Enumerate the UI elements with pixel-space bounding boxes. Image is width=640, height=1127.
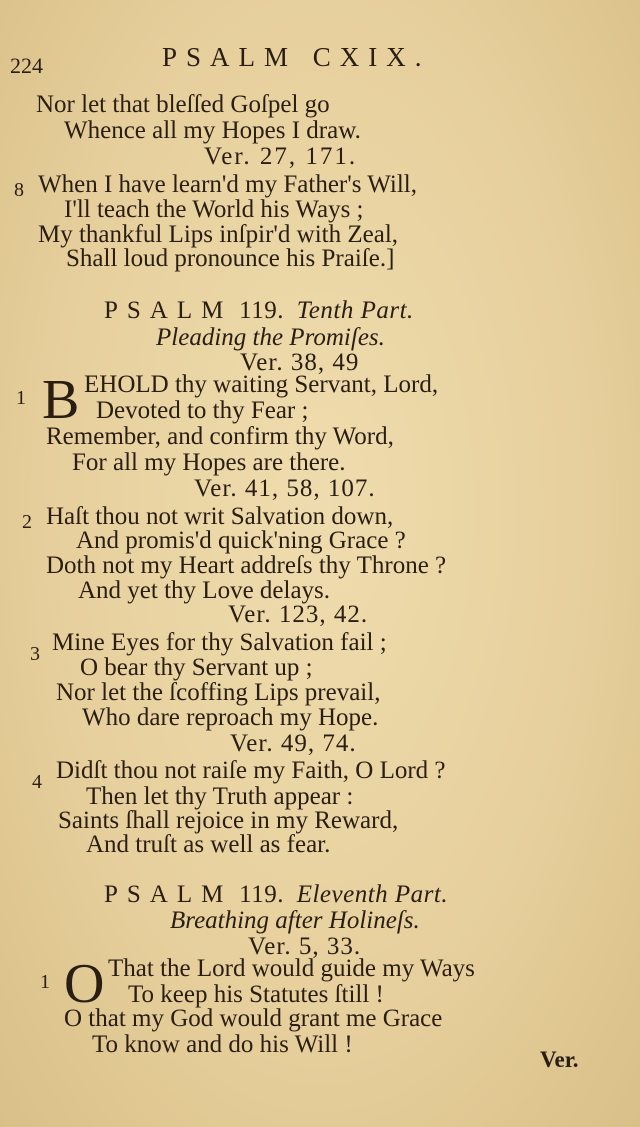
eleventh-part-psalm-number: 119. xyxy=(239,881,284,908)
tenth-part-verse-ref: Ver. 38, 49 xyxy=(240,349,360,376)
eleventh-part-subtitle: Breathing after Holineſs. xyxy=(170,907,420,934)
tenth-part-heading xyxy=(104,298,414,323)
tenth-stanza-2-number: 2 xyxy=(22,511,32,533)
catchword: Ver. xyxy=(540,1047,579,1072)
eleventh-stanza-1-number: 1 xyxy=(40,971,50,993)
eleventh-stanza-1-line-1: That the Lord would guide my Ways xyxy=(108,955,475,982)
tenth-stanza-2-verse-ref: Ver. 123, 42. xyxy=(228,601,369,628)
tenth-stanza-1-line-4: For all my Hopes are there. xyxy=(72,449,346,476)
tenth-stanza-4-number: 4 xyxy=(32,771,42,793)
tenth-stanza-1-verse-ref: Ver. 41, 58, 107. xyxy=(194,475,376,502)
tenth-stanza-3-line-2: O bear thy Servant up ; xyxy=(80,654,313,681)
tenth-stanza-1-dropcap: B xyxy=(42,369,80,431)
eleventh-stanza-1-dropcap: O xyxy=(64,953,105,1015)
page-number: 224 xyxy=(10,53,43,78)
tenth-part-psalm-number: 119. xyxy=(239,297,284,324)
tenth-part-psalm-label: PSALM xyxy=(104,297,233,324)
running-head: PSALM CXIX. xyxy=(162,42,431,72)
tenth-stanza-1-line-3: Remember, and confirm thy Word, xyxy=(46,423,394,450)
stanza-8-number: 8 xyxy=(14,179,24,201)
tenth-stanza-3-number: 3 xyxy=(30,643,40,665)
stanza-8-verse-ref: Ver. 27, 171. xyxy=(204,143,358,170)
eleventh-stanza-1-line-3: O that my God would grant me Grace xyxy=(64,1005,443,1032)
tenth-part-label: Tenth Part. xyxy=(296,297,414,324)
tenth-stanza-2-line-1: Haſt thou not writ Salvation down, xyxy=(46,503,394,530)
tenth-stanza-1-line-1: EHOLD thy waiting Servant, Lord, xyxy=(84,371,439,398)
tenth-stanza-2-line-2: And promis'd quick'ning Grace ? xyxy=(76,527,406,554)
eleventh-part-heading xyxy=(104,882,448,907)
tenth-stanza-4-line-1: Didſt thou not raiſe my Faith, O Lord ? xyxy=(56,757,446,784)
stanza-8-line-3: My thankful Lips inſpir'd with Zeal, xyxy=(38,221,399,248)
tenth-stanza-4-line-2: Then let thy Truth appear : xyxy=(86,783,354,810)
tenth-stanza-1-number: 1 xyxy=(16,387,26,409)
tenth-stanza-3-line-3: Nor let the ſcoffing Lips prevail, xyxy=(56,679,381,706)
tenth-stanza-2-line-4: And yet thy Love delays. xyxy=(78,577,331,604)
tenth-stanza-3-line-4: Who dare reproach my Hope. xyxy=(82,704,379,731)
eleventh-part-psalm-label: PSALM xyxy=(104,881,233,908)
eleventh-stanza-1-line-4: To know and do his Will ! xyxy=(92,1031,353,1058)
tenth-stanza-3-line-1: Mine Eyes for thy Salvation fail ; xyxy=(52,629,387,656)
tenth-stanza-4-line-4: And truſt as well as fear. xyxy=(86,831,331,858)
eleventh-stanza-1-line-2: To keep his Statutes ſtill ! xyxy=(128,981,384,1008)
eleventh-part-verse-ref: Ver. 5, 33. xyxy=(248,933,362,960)
stanza-8-line-0a: Nor let that bleſſed Goſpel go xyxy=(36,91,330,118)
tenth-part-subtitle: Pleading the Promiſes. xyxy=(156,324,385,351)
tenth-stanza-3-verse-ref: Ver. 49, 74. xyxy=(230,730,357,757)
tenth-stanza-4-line-3: Saints ſhall rejoice in my Reward, xyxy=(58,807,399,834)
eleventh-part-label: Eleventh Part. xyxy=(296,881,449,908)
stanza-8-line-2: I'll teach the World his Ways ; xyxy=(64,196,364,223)
tenth-stanza-2-line-3: Doth not my Heart addreſs thy Throne ? xyxy=(46,552,447,579)
stanza-8-line-0b: Whence all my Hopes I draw. xyxy=(64,117,361,144)
tenth-stanza-1-line-2: Devoted to thy Fear ; xyxy=(96,397,309,424)
stanza-8-line-4: Shall loud pronounce his Praiſe.] xyxy=(66,245,395,272)
stanza-8-line-1: When I have learn'd my Father's Will, xyxy=(38,171,417,198)
